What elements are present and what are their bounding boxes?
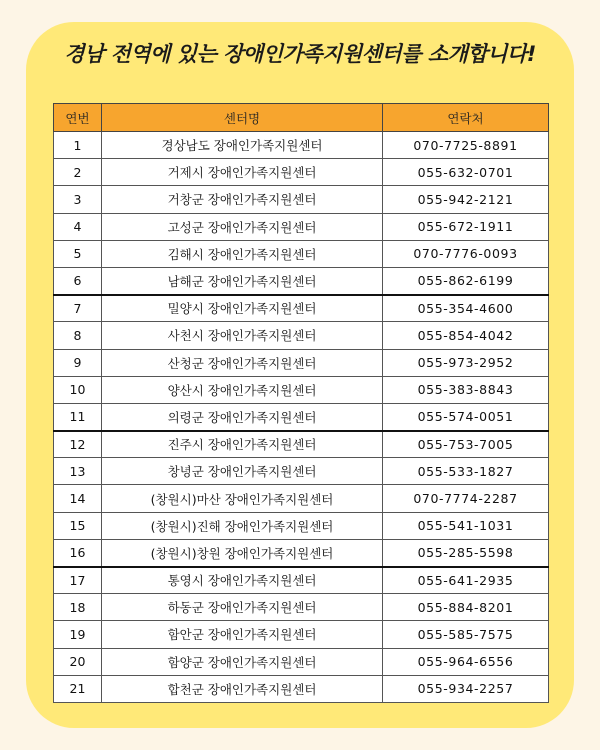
centers-table — [53, 103, 549, 703]
table-row — [54, 594, 549, 621]
table-row — [54, 322, 549, 349]
row-no: 7 — [54, 295, 102, 322]
row-phone: 055-632-0701 — [383, 159, 549, 186]
header-row — [54, 104, 549, 132]
row-center-name: 경상남도 장애인가족지원센터 — [102, 132, 383, 159]
table-row — [54, 376, 549, 403]
table-row — [54, 621, 549, 648]
row-no: 19 — [54, 621, 102, 648]
row-center-name: 진주시 장애인가족지원센터 — [102, 431, 383, 458]
row-center-name: 사천시 장애인가족지원센터 — [102, 322, 383, 349]
table-row — [54, 539, 549, 566]
row-phone: 055-585-7575 — [383, 621, 549, 648]
page-title: 경남 전역에 있는 장애인가족지원센터를 소개합니다! — [64, 42, 536, 66]
row-phone: 055-641-2935 — [383, 567, 549, 594]
row-no: 10 — [54, 376, 102, 403]
table-row — [54, 295, 549, 322]
table-row — [54, 349, 549, 376]
row-no: 12 — [54, 431, 102, 458]
row-phone: 055-354-4600 — [383, 295, 549, 322]
row-center-name: 함양군 장애인가족지원센터 — [102, 648, 383, 675]
table-row — [54, 403, 549, 430]
row-center-name: 거창군 장애인가족지원센터 — [102, 186, 383, 213]
row-center-name: 의령군 장애인가족지원센터 — [102, 403, 383, 430]
row-center-name: (창원시)창원 장애인가족지원센터 — [102, 539, 383, 566]
row-no: 17 — [54, 567, 102, 594]
row-phone: 055-934-2257 — [383, 675, 549, 702]
row-center-name: 하동군 장애인가족지원센터 — [102, 594, 383, 621]
row-phone: 055-884-8201 — [383, 594, 549, 621]
table-row — [54, 675, 549, 702]
row-no: 2 — [54, 159, 102, 186]
row-center-name: 김해시 장애인가족지원센터 — [102, 240, 383, 267]
table-row — [54, 458, 549, 485]
row-no: 21 — [54, 675, 102, 702]
row-center-name: 산청군 장애인가족지원센터 — [102, 349, 383, 376]
row-phone: 055-964-6556 — [383, 648, 549, 675]
row-no: 13 — [54, 458, 102, 485]
row-no: 5 — [54, 240, 102, 267]
row-phone: 055-383-8843 — [383, 376, 549, 403]
row-phone: 055-285-5598 — [383, 539, 549, 566]
row-center-name: 함안군 장애인가족지원센터 — [102, 621, 383, 648]
header-contact: 연락처 — [383, 104, 549, 132]
row-center-name: 거제시 장애인가족지원센터 — [102, 159, 383, 186]
row-center-name: 밀양시 장애인가족지원센터 — [102, 295, 383, 322]
row-phone: 055-973-2952 — [383, 349, 549, 376]
row-no: 8 — [54, 322, 102, 349]
row-phone: 055-672-1911 — [383, 213, 549, 240]
row-center-name: 합천군 장애인가족지원센터 — [102, 675, 383, 702]
row-center-name: 통영시 장애인가족지원센터 — [102, 567, 383, 594]
row-phone: 055-942-2121 — [383, 186, 549, 213]
table-row — [54, 213, 549, 240]
row-phone: 055-533-1827 — [383, 458, 549, 485]
row-phone: 055-854-4042 — [383, 322, 549, 349]
row-phone: 055-541-1031 — [383, 512, 549, 539]
row-center-name: 양산시 장애인가족지원센터 — [102, 376, 383, 403]
table-row — [54, 485, 549, 512]
row-phone: 055-574-0051 — [383, 403, 549, 430]
table-row — [54, 431, 549, 458]
table-row — [54, 567, 549, 594]
row-phone: 055-753-7005 — [383, 431, 549, 458]
row-no: 16 — [54, 539, 102, 566]
row-center-name: 남해군 장애인가족지원센터 — [102, 267, 383, 294]
table-row — [54, 512, 549, 539]
row-no: 18 — [54, 594, 102, 621]
row-center-name: (창원시)마산 장애인가족지원센터 — [102, 485, 383, 512]
row-center-name: 고성군 장애인가족지원센터 — [102, 213, 383, 240]
row-phone: 070-7774-2287 — [383, 485, 549, 512]
table-row — [54, 267, 549, 294]
row-no: 1 — [54, 132, 102, 159]
row-phone: 070-7725-8891 — [383, 132, 549, 159]
row-no: 3 — [54, 186, 102, 213]
row-no: 9 — [54, 349, 102, 376]
table-header — [54, 104, 549, 132]
table-row — [54, 240, 549, 267]
row-phone: 070-7776-0093 — [383, 240, 549, 267]
table-row — [54, 648, 549, 675]
table-row — [54, 132, 549, 159]
table-body — [54, 132, 549, 703]
row-no: 6 — [54, 267, 102, 294]
row-phone: 055-862-6199 — [383, 267, 549, 294]
row-no: 11 — [54, 403, 102, 430]
table-row — [54, 186, 549, 213]
row-center-name: (창원시)진해 장애인가족지원센터 — [102, 512, 383, 539]
row-no: 14 — [54, 485, 102, 512]
header-no: 연번 — [54, 104, 102, 132]
header-center-name: 센터명 — [102, 104, 383, 132]
table-row — [54, 159, 549, 186]
row-center-name: 창녕군 장애인가족지원센터 — [102, 458, 383, 485]
row-no: 4 — [54, 213, 102, 240]
row-no: 15 — [54, 512, 102, 539]
row-no: 20 — [54, 648, 102, 675]
